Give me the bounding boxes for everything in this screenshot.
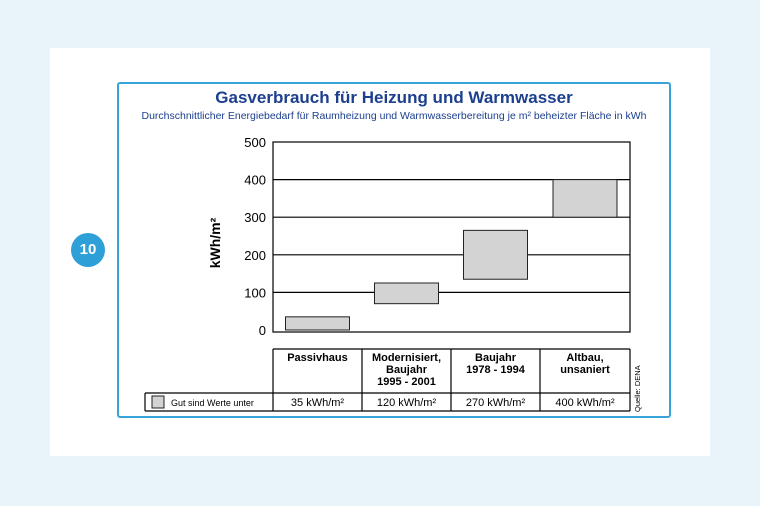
plot-area (273, 142, 630, 332)
range-bar (553, 180, 617, 218)
category-label: Passivhaus (287, 352, 348, 364)
range-bar (375, 283, 439, 304)
y-tick-label: 500 (244, 135, 266, 150)
good-value-cell: 270 kWh/m² (465, 397, 526, 409)
source-note: Quelle: DENA (633, 365, 642, 412)
legend-swatch (152, 396, 164, 408)
good-value-cell: 35 kWh/m² (290, 397, 345, 409)
good-value-cell: 120 kWh/m² (376, 397, 437, 409)
y-tick-label: 200 (244, 247, 266, 263)
chart-subtitle: Durchschnittlicher Energiebedarf für Raumheizung und Warmwasserbereitung je m² beheizter Fläche in kWh (141, 110, 647, 122)
range-bar (464, 230, 528, 279)
legend-label: Gut sind Werte unter (171, 398, 254, 408)
y-tick-label: 0 (258, 323, 266, 338)
chart-title: Gasverbrauch für Heizung und Warmwasser (215, 88, 573, 107)
figure-number-badge: 10 (71, 233, 105, 267)
good-value-cell: 400 kWh/m² (555, 397, 615, 409)
y-tick-label: 100 (244, 285, 266, 301)
range-bar (286, 317, 350, 330)
y-axis-label: kWh/m² (207, 217, 223, 269)
y-tick-label: 300 (244, 210, 266, 226)
y-tick-label: 400 (244, 172, 266, 188)
category-label: Altbau, unsaniert (560, 352, 610, 376)
category-label: Modernisiert, Baujahr 1995 - 2001 (371, 352, 442, 388)
category-label: Baujahr 1978 - 1994 (466, 352, 525, 376)
